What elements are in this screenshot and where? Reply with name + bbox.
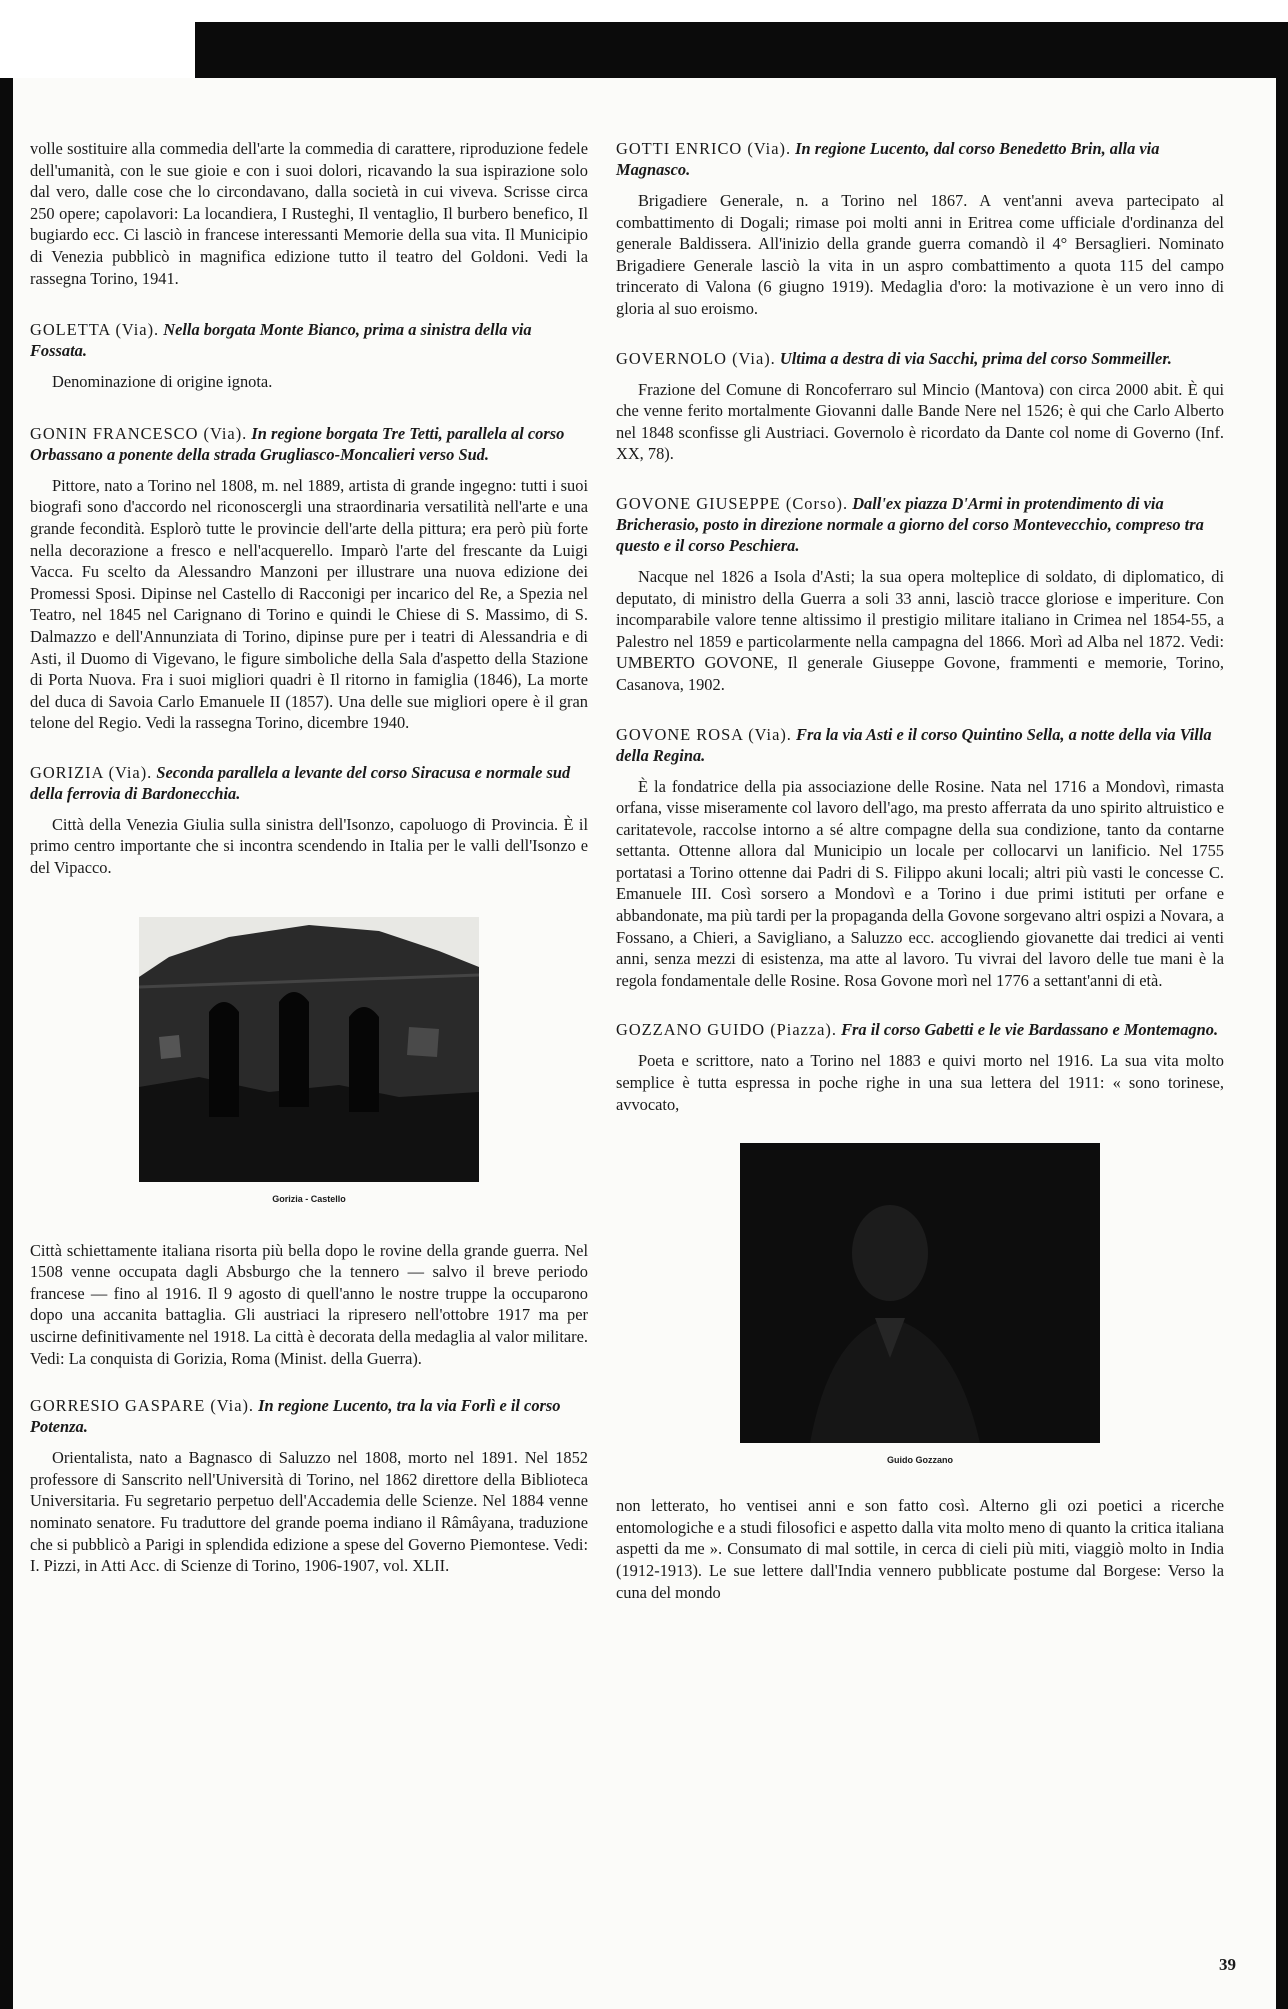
street-location: Nella borgata Monte Bianco, prima a sinistra della via Fossata.	[30, 320, 532, 361]
photo-gorizia-castello	[30, 917, 588, 1204]
entry-text: Città della Venezia Giulia sulla sinistra dell'Isonzo, capoluogo di Provincia. È il primo centro importante che si incontra scendendo in Italia per le valli dell'Isonzo e del Vipacco.	[30, 814, 588, 878]
street-name: GONIN FRANCESCO (Via).	[30, 423, 248, 443]
scan-left-border	[0, 78, 13, 2009]
entry-gorizia	[30, 762, 588, 1369]
street-name: GOTTI ENRICO (Via).	[616, 139, 792, 158]
entry-text: Brigadiere Generale, n. a Torino nel 1867. A vent'anni aveva partecipato al combattimento di Dogali; rimase poi molti anni in Eritrea come ufficiale d'ordinanza del generale Baldissera. All'inizio della grande guerra comandò il 4° Bersaglieri. Nominato Brigadiere Generale lasciò la vita in un aspro combattimento a quota 115 del campo trincerato di Valona (6 giugno 1919). Medaglia d'oro: la motivazione è un vero inno di gloria al suo eroismo.	[616, 191, 1224, 318]
street-location: Fra il corso Gabetti e le vie Bardassano e Montemagno.	[841, 1020, 1219, 1040]
entry-governolo	[616, 348, 1224, 465]
entry-text-continued: non letterato, ho ventisei anni e son fatto così. Alterno gli ozi poetici a ricerche entomologiche e a studi filosofici e aspetto dalla vita molto meno di quanto la critica italiana aspetti da me ». Consumato di mal sottile, in cerca di cieli più miti, viaggiò molto in India (1912-1913). Le sue lettere dall'India vennero pubblicate postume dal Borgese: Verso la cuna del mondo	[616, 1496, 1224, 1602]
entry-heading	[616, 724, 1224, 766]
street-location: In regione Lucento, dal corso Benedetto Brin, alla via Magnasco.	[616, 139, 1160, 179]
street-name: GORIZIA (Via).	[30, 762, 153, 782]
portrait-photo	[740, 1143, 1100, 1443]
street-location: Fra la via Asti e il corso Quintino Sella, a notte della via Villa della Regina.	[616, 724, 1212, 765]
entry-heading	[30, 1395, 588, 1437]
page-number: 39	[1219, 1955, 1236, 1974]
street-name: GOZZANO GUIDO (Piazza).	[616, 1020, 837, 1040]
entry-heading	[616, 493, 1224, 556]
entry-heading	[30, 319, 588, 361]
scan-right-border	[1276, 22, 1288, 2009]
street-location: In regione borgata Tre Tetti, parallela al corso Orbassano a ponente della strada Grugliasco-Moncalieri verso Sud.	[30, 423, 565, 464]
entry-gozzano	[616, 1019, 1224, 1603]
right-column	[616, 138, 1224, 1603]
entry-gorresio	[30, 1395, 588, 1577]
entry-gotti	[616, 138, 1224, 320]
street-location: Seconda parallela a levante del corso Siracusa e normale sud della ferrovia di Bardonecchia.	[30, 762, 571, 803]
street-location: Dall'ex piazza D'Armi in protendimento di via Bricherasio, posto in direzione normale a giorno del corso Montevecchio, compreso tra questo e il corso Peschiera.	[616, 493, 1204, 555]
photo-caption: Guido Gozzano	[887, 1455, 953, 1466]
entry-text: Denominazione di origine ignota.	[52, 372, 273, 392]
entry-govone-rosa	[616, 724, 1224, 992]
street-name: GOLETTA (Via).	[30, 320, 160, 340]
entry-heading	[30, 762, 588, 804]
entry-text: Frazione del Comune di Roncoferraro sul Mincio (Mantova) con circa 2000 abit. È qui che venne ferito mortalmente Giovanni dalle Bande Nere nel 1526; è qui che Carlo Alberto nel 1848 sconfisse gli Austriaci. Governolo è ricordato da Dante col nome di Governo (Inf. XX, 78).	[616, 379, 1224, 464]
entry-heading	[30, 423, 588, 465]
entry-text: È la fondatrice della pia associazione delle Rosine. Nata nel 1716 a Mondovì, rimasta orfana, visse miseramente col lavoro dell'ago, ma presto afferrata da uno spirito altruistico e caritatevole, raccolse intorno a sé altre compagne della sua condizione, tanto da contarne settanta. Ottenne allora dal Municipio un locale per collocarvi un lanificio. Nel 1755 portatasi a Torino ottenne dai Padri di S. Filippo akuni locali; altri più vasti le concesse C. Emanuele III. Così sorsero a Mondovì e a Torino i due primi istituti per orfane e abbandonate, ma più tardi per la propaganda della Govone sorgevano altri ospizi a Novara, a Fossano, a Chieri, a Savigliano, a Saluzzo ecc. accogliendo giovanette dai tredici ai venti anni, senza mezzi di esistenza, ma atte al lavoro. Tu vivrai del lavoro delle tue mani è la regola fondamentale delle Rosine. Rosa Govone morì nel 1776 a settant'anni di età.	[616, 776, 1224, 990]
entry-govone	[616, 493, 1224, 696]
left-column	[30, 138, 588, 1577]
photo-guido-gozzano	[616, 1143, 1224, 1465]
street-location: In regione Lucento, tra la via Forlì e il corso Potenza.	[30, 1396, 561, 1437]
entry-text: Nacque nel 1826 a Isola d'Asti; la sua opera molteplice di soldato, di diplomatico, di deputato, di ministro della Guerra a soli 33 anni, lasciò tracce gloriose e imperiture. Con incomparabile valore tenne altissimo il prestigio militare italiano in Crimea nel 1854-55, a Palestro nel 1859 e particolarmente nella campagna del 1866. Morì ad Alba nel 1872. Vedi: UMBERTO GOVONE, Il generale Giuseppe Govone, frammenti e memorie, Torino, Casanova, 1902.	[616, 566, 1224, 694]
street-name: GOVONE ROSA (Via).	[616, 724, 792, 744]
entry-heading	[616, 348, 1224, 369]
entry-gonin	[30, 423, 588, 734]
street-name: GOVERNOLO (Via).	[616, 348, 776, 368]
entry-heading	[616, 1019, 1224, 1040]
entry-text-continued: Città schiettamente italiana risorta più bella dopo le rovine della grande guerra. Nel 1508 venne occupata dagli Absburgo che la tennero — salvo il breve periodo francese — fino al 1916. Il 9 agosto di quell'anno le nostre truppe la occuparono dopo una accanita battaglia. Gli austriaci la ripresero nell'ottobre 1917 ma per uscirne definitivamente nel 1918. La città è decorata della medaglia al valor militare. Vedi: La conquista di Gorizia, Roma (Minist. della Guerra).	[30, 1240, 588, 1368]
photo-caption: Gorizia - Castello	[272, 1193, 346, 1204]
street-name: GOVONE GIUSEPPE (Corso).	[616, 493, 849, 513]
entry-text: Pittore, nato a Torino nel 1808, m. nel 1889, artista di grande ingegno: tutti i suoi biografi sono d'accordo nel riconoscergli una straordinaria versatilità nell'arte e una grande fecondità. Esplorò tutte le provincie dell'arte della pittura; era però più forte nella decorazione a fresco e nell'acquerello. Imparò l'arte del frescante da Luigi Vacca. Fu scelto da Alessandro Manzoni per illustrare una nuova edizione dei Promessi Sposi. Dipinse nel Castello di Racconigi per incarico del Re, a Spezia nel Teatro, nel 1845 nel Carignano di Torino e quindi le Chiese di S. Massimo, di S. Dalmazzo e dell'Annunziata di Torino, dipinse pure per i teatri di Alessandria e di Asti, il Duomo di Vigevano, le figure simboliche della Sala d'aspetto della Stazione di Porta Nuova. Fra i suoi migliori quadri è Il ritorno in famiglia (1846), La morte del duca di Savoia Carlo Emanuele II (1857). Una delle sue migliori opere è il gran telone del Regio. Vedi la rassegna Torino, dicembre 1940.	[30, 475, 588, 733]
goldoni-continuation: volle sostituire alla commedia dell'arte la commedia di carattere, riproduzione fedele dell'umanità, con le sue gioie e con i suoi dolori, ricavando la sua ispirazione solo dal vero, dalle cose che lo circondavano, dalla società in cui viveva. Scrisse circa 250 opere; capolavori: La locandiera, I Rusteghi, Il ventaglio, Il burbero benefico, Il bugiardo ecc. Ci lasciò in francese interessanti Memorie della sua vita. Il Municipio di Venezia pubblicò in magnifica edizione tutto il teatro del Goldoni. Vedi la rassegna Torino, 1941.	[30, 139, 588, 288]
entry-text: Orientalista, nato a Bagnasco di Saluzzo nel 1808, morto nel 1891. Nel 1852 professore di Sanscrito nell'Università di Torino, nel 1862 direttore della Biblioteca Universitaria. Fu segretario perpetuo dell'Accademia delle Scienze. Nel 1884 venne nominato senatore. Fu traduttore del grande poema indiano il Râmâyana, traduzione che si pubblicò a Parigi in splendida edizione a spese del Governo Piemontese. Vedi: I. Pizzi, in Atti Acc. di Scienze di Torino, 1906-1907, vol. XLII.	[30, 1448, 588, 1576]
street-location: Ultima a destra di via Sacchi, prima del corso Sommeiller.	[779, 348, 1172, 368]
street-name: GORRESIO GASPARE (Via).	[30, 1396, 255, 1416]
page	[13, 78, 1276, 2009]
entry-text: Poeta e scrittore, nato a Torino nel 1883 e quivi morto nel 1916. La sua vita molto semplice è tutta espressa in poche righe in una sua lettera del 1911: « sono torinese, avvocato,	[616, 1051, 1224, 1114]
castle-photo	[139, 917, 479, 1182]
scan-top-border	[195, 22, 1288, 80]
entry-heading	[616, 138, 1224, 180]
entry-goletta	[30, 319, 588, 393]
